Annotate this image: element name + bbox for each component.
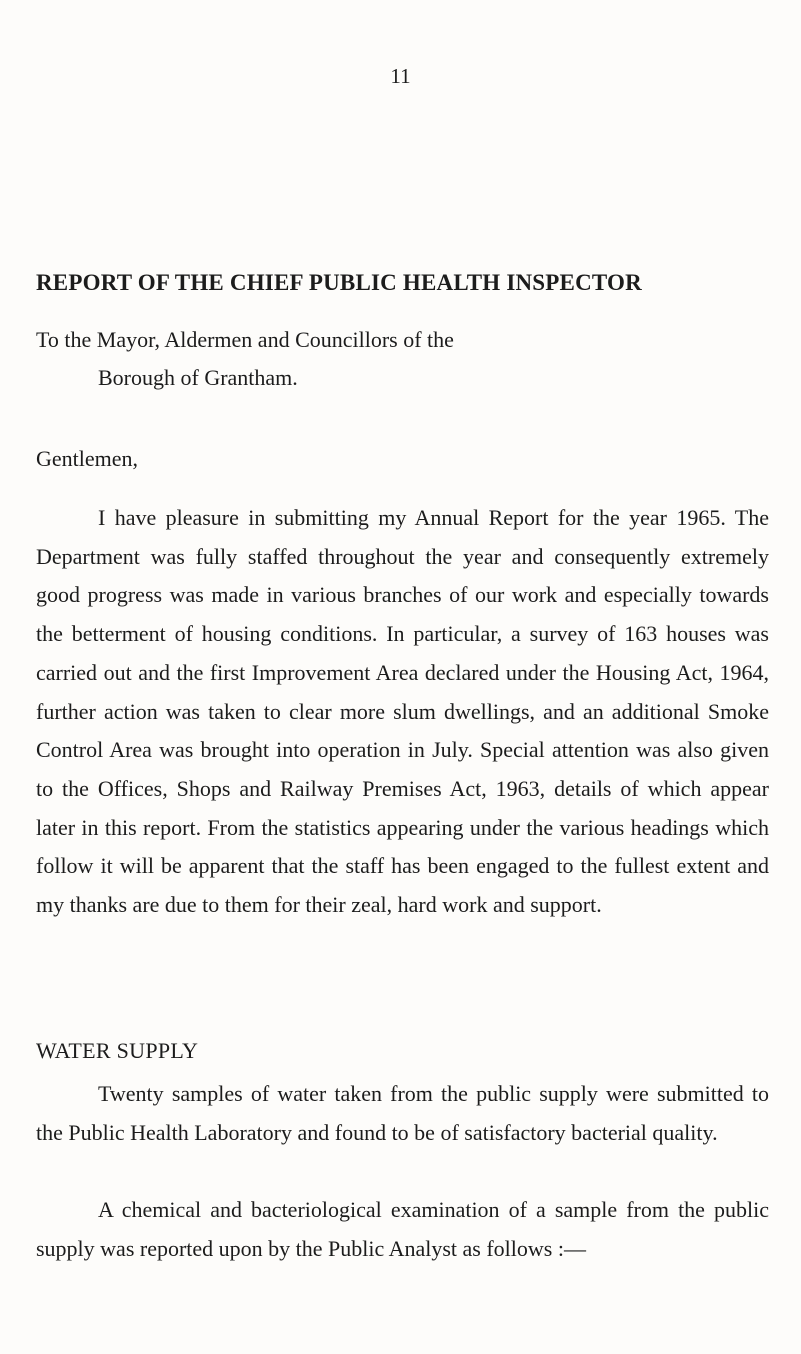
- water-supply-heading: WATER SUPPLY: [36, 1038, 199, 1063]
- water-supply-paragraph-1: Twenty samples of water taken from the public supply were submitted to the Public Health Laboratory and found to be of satisfactory bacterial quality.: [36, 1081, 769, 1145]
- page-number: 11: [390, 64, 411, 88]
- water-supply-paragraph-2: A chemical and bacteriological examination of a sample from the public supply was reported upon by the Public Analyst as follows :—: [36, 1197, 769, 1261]
- report-title: REPORT OF THE CHIEF PUBLIC HEALTH INSPECTOR: [36, 270, 642, 295]
- intro-paragraph: I have pleasure in submitting my Annual Report for the year 1965. The Department was fully staffed throughout the year and consequently extremely good progress was made in various branches of our work and especially towards the betterment of housing conditions. In particular, a survey of 163 houses was carried out and the first Improvement Area declared under the Housing Act, 1964, further action was taken to clear more slum dwellings, and an additional Smoke Control Area was brought into operation in July. Special attention was also given to the Offices, Shops and Railway Premises Act, 1963, details of which appear later in this report. From the statistics appearing under the various headings which follow it will be apparent that the staff has been engaged to the fullest extent and my thanks are due to them for their zeal, hard work and support.: [36, 505, 769, 918]
- address-line-2: Borough of Grantham.: [98, 365, 298, 390]
- salutation: Gentlemen,: [36, 446, 139, 471]
- address-line-1: To the Mayor, Aldermen and Councillors of the: [36, 327, 454, 352]
